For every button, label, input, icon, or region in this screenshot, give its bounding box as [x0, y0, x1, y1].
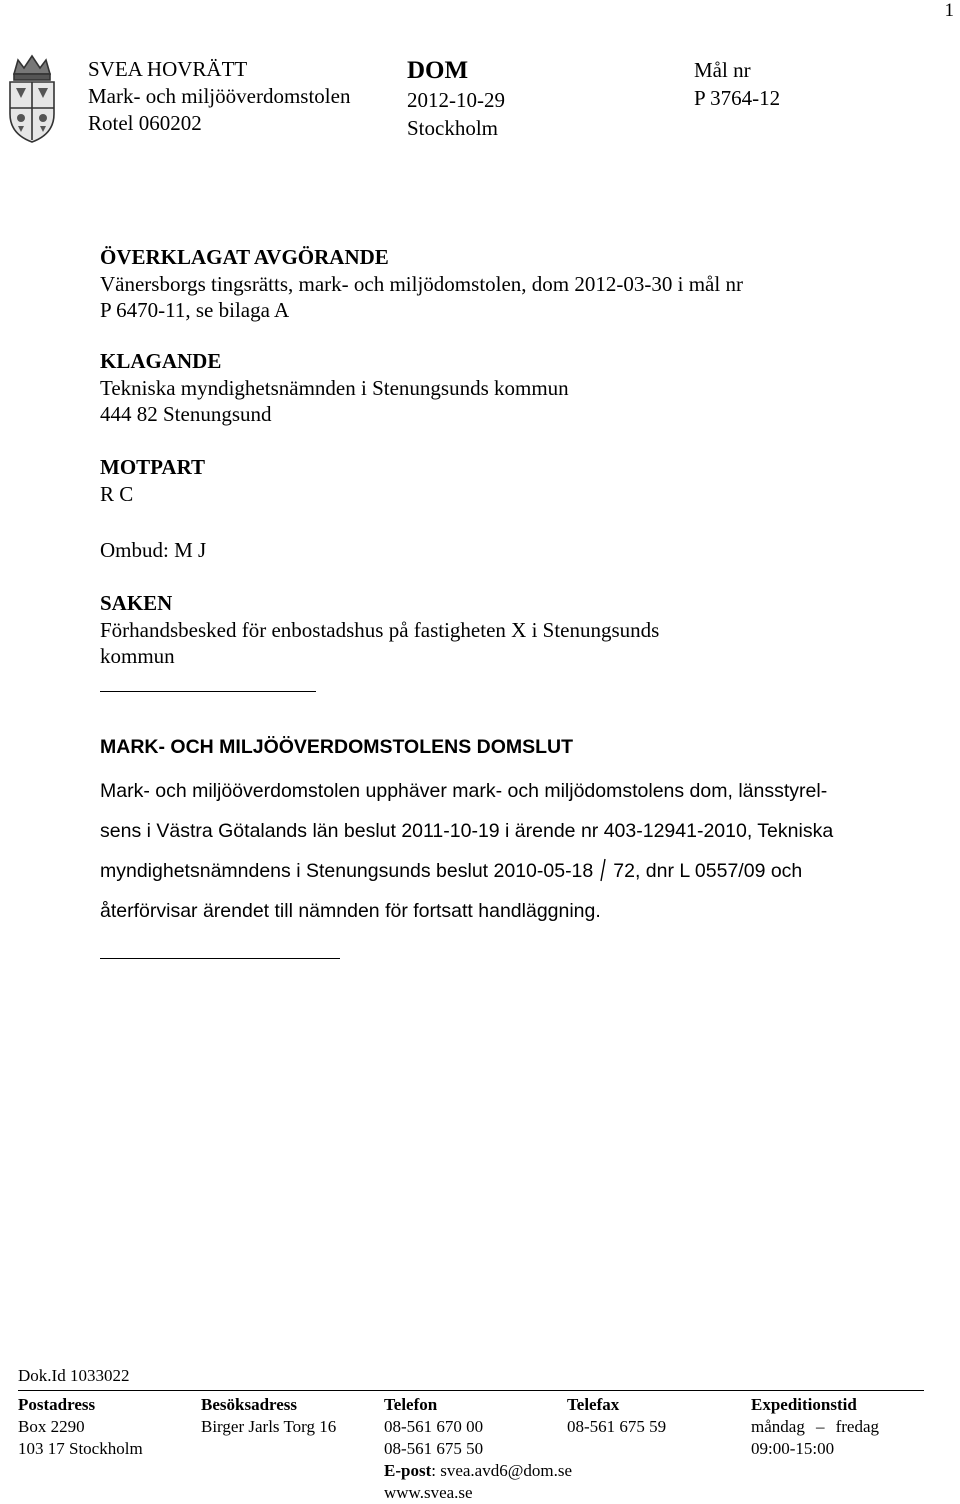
- counterparty-representative: Ombud: M J: [100, 538, 207, 562]
- footer-line: 08-561 675 59: [567, 1417, 667, 1436]
- footer-email-value[interactable]: : svea.avd6@dom.se: [431, 1461, 572, 1480]
- appellant-line: 444 82 Stenungsund: [100, 402, 272, 426]
- footer-heading: Expeditionstid: [751, 1395, 857, 1414]
- counterparty-name: R C: [100, 481, 134, 506]
- subject-line: kommun: [100, 644, 175, 668]
- document-date: 2012-10-29: [407, 88, 505, 112]
- subject-section: [100, 590, 659, 670]
- footer-rule: [18, 1390, 924, 1391]
- verdict-line: återförvisar ärendet till nämnden för fortsatt handläggning.: [100, 900, 601, 922]
- footer-phone: [384, 1394, 572, 1504]
- footer-email-label: E-post: [384, 1461, 432, 1480]
- document-meta-block: [407, 56, 505, 142]
- footer-heading: Postadress: [18, 1395, 96, 1414]
- verdict-line-part: 72, dnr L 0557/09 och: [613, 860, 803, 882]
- case-number-block: [694, 56, 780, 112]
- coat-of-arms-logo: [4, 52, 60, 144]
- verdict-line: sens i Västra Götalands län beslut 2011-10-19 i ärende nr 403-12941-2010, Tekniska: [100, 820, 834, 842]
- appealed-decision-line: Vänersborgs tingsrätts, mark- och miljödomstolen, dom 2012-03-30 i mål nr: [100, 271, 743, 296]
- footer-line: 09:00-15:00: [751, 1439, 835, 1458]
- footer-heading: Telefon: [384, 1395, 438, 1414]
- subject-line: Förhandsbesked för enbostadshus på fastigheten X i Stenungsunds: [100, 617, 660, 642]
- separator-line: [100, 691, 316, 692]
- appellant-section: [100, 348, 569, 428]
- court-division: Mark- och miljööverdomstolen: [88, 84, 351, 108]
- footer-postal-address: [18, 1394, 143, 1460]
- page-number: 1: [944, 0, 954, 21]
- case-number: P 3764-12: [694, 86, 781, 110]
- verdict-line-part: myndighetsnämndens i Stenungsunds beslut 2010-05-18: [100, 860, 594, 882]
- footer-line: Box 2290: [18, 1417, 85, 1436]
- footer-line: 08-561 675 50: [384, 1439, 484, 1458]
- footer-office-hours: [751, 1394, 879, 1460]
- document-id: Dok.Id 1033022: [18, 1366, 130, 1385]
- verdict-line-with-mark: [100, 851, 900, 891]
- separator-line: [100, 958, 340, 959]
- footer-heading: Besöksadress: [201, 1395, 298, 1414]
- verdict-line: Mark- och miljööverdomstolen upphäver mark- och miljödomstolens dom, länsstyrel-: [100, 780, 828, 802]
- counterparty-section: [100, 454, 205, 507]
- verdict-text: [100, 771, 900, 931]
- court-name: SVEA HOVRÄTT: [88, 57, 248, 81]
- footer-line: Birger Jarls Torg 16: [201, 1417, 337, 1436]
- verdict-heading: MARK- OCH MILJÖÖVERDOMSTOLENS DOMSLUT: [100, 736, 574, 758]
- counterparty-heading: MOTPART: [100, 455, 206, 479]
- appealed-decision-heading: ÖVERKLAGAT AVGÖRANDE: [100, 245, 389, 269]
- footer-visiting-address: [201, 1394, 336, 1438]
- document-type: DOM: [407, 57, 469, 84]
- case-label: Mål nr: [694, 58, 751, 82]
- footer-fax: [567, 1394, 666, 1438]
- section-reference-mark: [599, 857, 607, 883]
- appealed-decision-section: [100, 244, 743, 324]
- court-rotel: Rotel 060202: [88, 111, 202, 135]
- document-place: Stockholm: [407, 116, 499, 140]
- footer-line: måndag – fredag: [751, 1417, 879, 1436]
- appellant-line: Tekniska myndighetsnämnden i Stenungsunds kommun: [100, 375, 569, 400]
- footer-heading: Telefax: [567, 1395, 620, 1414]
- footer-line: 103 17 Stockholm: [18, 1439, 143, 1458]
- footer-line: 08-561 670 00: [384, 1417, 484, 1436]
- subject-heading: SAKEN: [100, 591, 173, 615]
- appellant-heading: KLAGANDE: [100, 349, 222, 373]
- appealed-decision-line: P 6470-11, se bilaga A: [100, 298, 290, 322]
- court-name-block: [88, 56, 350, 137]
- footer-email: [384, 1460, 572, 1482]
- footer-website[interactable]: www.svea.se: [384, 1483, 473, 1502]
